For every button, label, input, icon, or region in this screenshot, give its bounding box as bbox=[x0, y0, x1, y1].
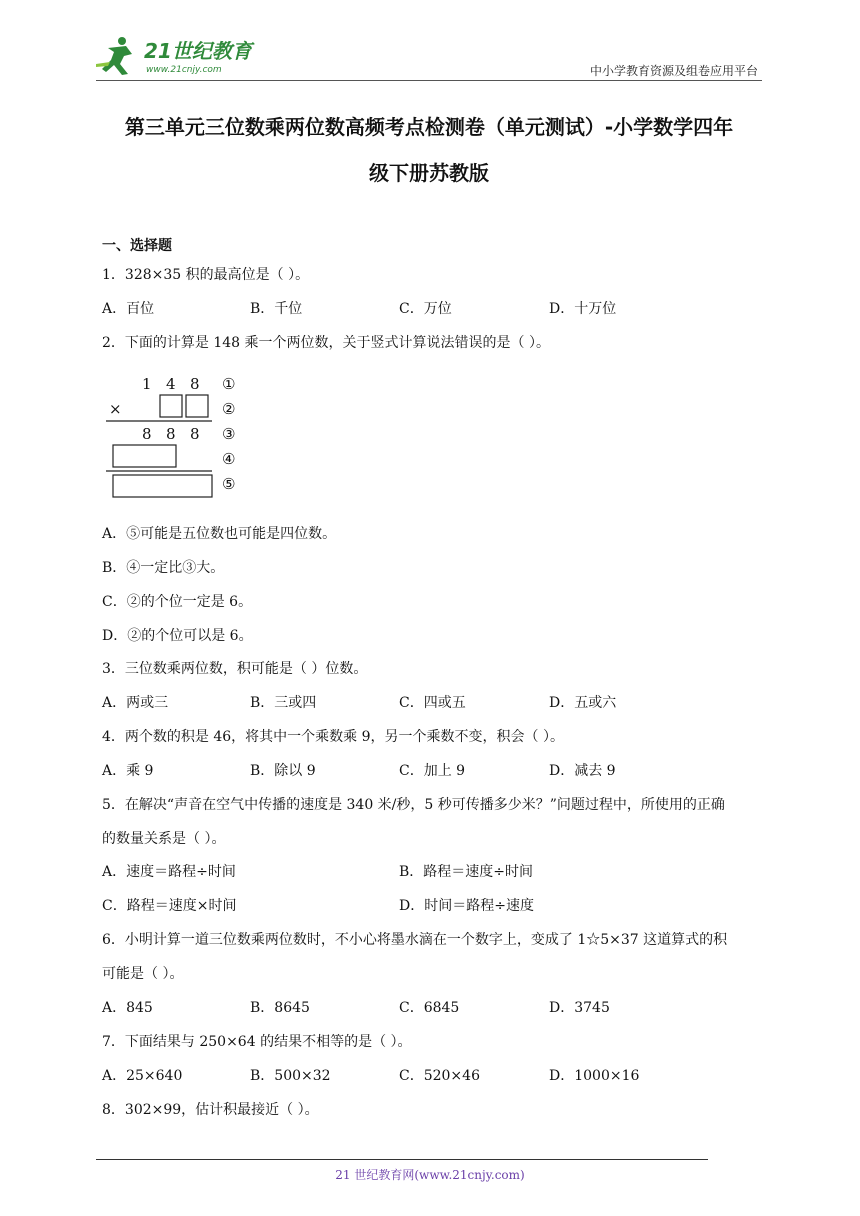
question-3: 3．三位数乘两位数，积可能是（ ）位数。 bbox=[102, 661, 368, 677]
q2-option-a[interactable]: A．⑤可能是五位数也可能是四位数。 bbox=[102, 526, 337, 542]
blank-box-partial bbox=[113, 445, 176, 467]
q6-option-d[interactable]: D．3745 bbox=[549, 1000, 610, 1016]
section-heading: 一、选择题 bbox=[102, 238, 172, 254]
question-7: 7．下面结果与 250×64 的结果不相等的是（ ）。 bbox=[102, 1034, 412, 1050]
marker-2: ② bbox=[222, 400, 236, 418]
q3-option-d[interactable]: D．五或六 bbox=[549, 695, 617, 711]
marker-3: ③ bbox=[222, 425, 236, 443]
title-line-2: 级下册苏教版 bbox=[369, 161, 489, 185]
digit-r3-3: 8 bbox=[190, 425, 200, 443]
q6-option-a[interactable]: A．845 bbox=[102, 1000, 153, 1016]
q5-option-b[interactable]: B．路程＝速度÷时间 bbox=[399, 864, 534, 880]
q7-option-d[interactable]: D．1000×16 bbox=[549, 1068, 640, 1084]
blank-box-product bbox=[113, 475, 212, 497]
digit-r3-2: 8 bbox=[166, 425, 176, 443]
question-6-cont: 可能是（ ）。 bbox=[102, 966, 184, 982]
q4-option-b[interactable]: B．除以 9 bbox=[250, 763, 316, 779]
footer-text[interactable]: 21 世纪教育网(www.21cnjy.com) bbox=[335, 1168, 525, 1182]
times-sign: × bbox=[109, 400, 122, 418]
footer-divider bbox=[96, 1159, 708, 1160]
q2-option-c[interactable]: C．②的个位一定是 6。 bbox=[102, 594, 253, 610]
q1-option-b[interactable]: B．千位 bbox=[250, 301, 303, 317]
digit-r1-3: 8 bbox=[190, 375, 200, 393]
question-6: 6．小明计算一道三位数乘两位数时，不小心将墨水滴在一个数字上，变成了 1☆5×37 这道算式的积 bbox=[102, 932, 728, 948]
question-5: 5．在解决“声音在空气中传播的速度是 340 米/秒，5 秒可传播多少米？”问题过程中，所使用的正确 bbox=[102, 797, 725, 813]
page-title bbox=[96, 104, 762, 196]
q7-option-c[interactable]: C．520×46 bbox=[399, 1068, 480, 1084]
q5-option-a[interactable]: A．速度＝路程÷时间 bbox=[102, 864, 236, 880]
marker-1: ① bbox=[222, 375, 236, 393]
q5-option-d[interactable]: D．时间＝路程÷速度 bbox=[399, 898, 534, 914]
q7-option-b[interactable]: B．500×32 bbox=[250, 1068, 331, 1084]
header-divider bbox=[96, 80, 762, 81]
marker-5: ⑤ bbox=[222, 475, 236, 493]
q3-option-b[interactable]: B．三或四 bbox=[250, 695, 317, 711]
q1-option-c[interactable]: C．万位 bbox=[399, 301, 452, 317]
q4-option-c[interactable]: C．加上 9 bbox=[399, 763, 466, 779]
question-5-cont: 的数量关系是（ ）。 bbox=[102, 831, 226, 847]
q6-option-c[interactable]: C．6845 bbox=[399, 1000, 460, 1016]
q2-option-b[interactable]: B．④一定比③大。 bbox=[102, 560, 225, 576]
question-1: 1．328×35 积的最高位是（ ）。 bbox=[102, 267, 310, 283]
digit-r3-1: 8 bbox=[142, 425, 152, 443]
q1-option-a[interactable]: A．百位 bbox=[102, 301, 155, 317]
q5-option-c[interactable]: C．路程＝速度×时间 bbox=[102, 898, 237, 914]
q2-option-d[interactable]: D．②的个位可以是 6。 bbox=[102, 628, 253, 644]
blank-box-tens bbox=[160, 395, 182, 417]
digit-r1-2: 4 bbox=[166, 375, 176, 393]
digit-r1-1: 1 bbox=[142, 375, 152, 393]
q7-option-a[interactable]: A．25×640 bbox=[102, 1068, 183, 1084]
question-2: 2．下面的计算是 148 乘一个两位数，关于竖式计算说法错误的是（ ）。 bbox=[102, 335, 550, 351]
q1-option-d[interactable]: D．十万位 bbox=[549, 301, 617, 317]
title-line-1: 第三单元三位数乘两位数高频考点检测卷（单元测试）-小学数学四年 bbox=[124, 115, 734, 139]
question-8: 8．302×99，估计积最接近（ ）。 bbox=[102, 1102, 319, 1118]
question-4: 4．两个数的积是 46，将其中一个乘数乘 9，另一个乘数不变，积会（ ）。 bbox=[102, 729, 564, 745]
logo-url: www.21cnjy.com bbox=[146, 65, 222, 75]
q6-option-b[interactable]: B．8645 bbox=[250, 1000, 310, 1016]
marker-4: ④ bbox=[222, 450, 236, 468]
page-header bbox=[96, 34, 762, 82]
blank-box-ones bbox=[186, 395, 208, 417]
site-label: 中小学教育资源及组卷应用平台 bbox=[589, 64, 758, 78]
q4-option-a[interactable]: A．乘 9 bbox=[102, 763, 154, 779]
runner-icon bbox=[96, 37, 132, 75]
logo-text: 21世纪教育 bbox=[144, 39, 252, 63]
q3-option-a[interactable]: A．两或三 bbox=[102, 695, 169, 711]
logo bbox=[96, 34, 266, 78]
q4-option-d[interactable]: D．减去 9 bbox=[549, 763, 616, 779]
vertical-multiplication-figure bbox=[104, 370, 249, 502]
q3-option-c[interactable]: C．四或五 bbox=[399, 695, 466, 711]
